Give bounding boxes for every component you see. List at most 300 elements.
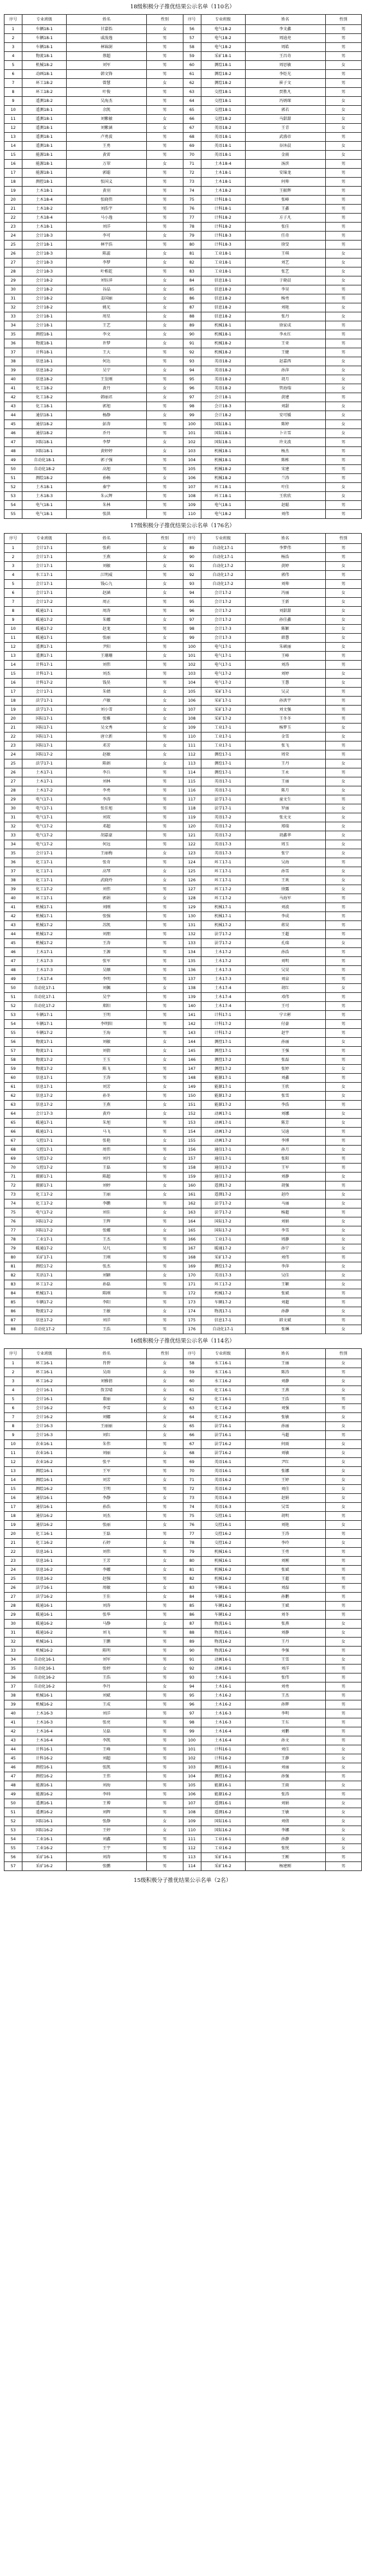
table-row — [4, 903, 362, 912]
table-cell: 男 — [325, 1395, 362, 1404]
table-cell: 3 — [4, 43, 22, 52]
table-cell: 刘紫敏 — [67, 115, 147, 124]
table-cell: 采矿16-1 — [22, 1853, 67, 1862]
table-cell: 机械16-1 — [22, 1691, 67, 1700]
table-cell: 81 — [183, 1566, 201, 1575]
table-cell: 会计16-3 — [22, 1422, 67, 1431]
table-row — [4, 1155, 362, 1164]
table-cell: 王燕 — [67, 1101, 147, 1110]
table-cell: 摄影17-1 — [22, 1173, 67, 1182]
table-cell: 王健 — [245, 348, 325, 357]
table-cell: 李可 — [67, 232, 147, 241]
table-cell: 王军 — [67, 1467, 147, 1476]
table-cell: 信息16-2 — [22, 1566, 67, 1575]
table-cell: 女 — [325, 679, 362, 688]
table-cell: 车辆16-2 — [201, 1611, 245, 1620]
table-cell: 33 — [4, 1647, 22, 1656]
table-cell: 女 — [147, 1566, 183, 1575]
table-cell: 陈超 — [67, 1173, 147, 1182]
table-row — [4, 1835, 362, 1844]
table-cell: 交控18-2 — [201, 115, 245, 124]
table-row — [4, 1584, 362, 1593]
table-cell: 车辆17-1 — [22, 1011, 67, 1020]
table-cell: 化工16-1 — [22, 1530, 67, 1539]
table-row — [4, 61, 362, 70]
table-cell: 男 — [147, 1763, 183, 1772]
table-cell: 7 — [4, 79, 22, 88]
table-cell: 男 — [325, 160, 362, 169]
table-cell: 自动化16-1 — [22, 1665, 67, 1674]
table-cell: 土木18-4 — [22, 196, 67, 205]
table-cell: 女 — [325, 1217, 362, 1226]
table-cell: 电气17-1 — [22, 795, 67, 804]
table-cell: 95 — [183, 598, 201, 607]
table-cell: 刘海 — [67, 1781, 147, 1790]
table-cell: 6 — [4, 70, 22, 79]
table-cell: 刘艳 — [245, 1521, 325, 1530]
table-row — [4, 43, 362, 52]
table-cell: 2 — [4, 1368, 22, 1377]
table-cell: 郭娟 — [67, 894, 147, 903]
table-row — [4, 768, 362, 777]
table-cell: 测绘16-1 — [22, 1476, 67, 1485]
column-header: 专业班级 — [201, 15, 245, 25]
table-row — [4, 1476, 362, 1485]
table-cell: 4 — [4, 571, 22, 580]
table-cell: 21 — [4, 724, 22, 733]
table-cell: 62 — [183, 79, 201, 88]
table-cell: 110 — [183, 733, 201, 741]
table-cell: 女 — [147, 1083, 183, 1092]
table-cell: 武盛帝 — [245, 133, 325, 142]
table-cell: 64 — [4, 1110, 22, 1119]
table-cell: 曾慧 — [67, 79, 147, 88]
table-cell: 男 — [325, 768, 362, 777]
table-cell: 国际18-1 — [201, 429, 245, 438]
table-row — [4, 1182, 362, 1191]
table-row — [4, 616, 362, 625]
table-cell: 男 — [325, 1736, 362, 1745]
table-cell: 会计18-2 — [22, 303, 67, 312]
table-cell: 170 — [183, 1271, 201, 1280]
table-cell: 王丽 — [245, 777, 325, 786]
table-cell: 女 — [147, 1359, 183, 1368]
table-cell: 计科17-2 — [201, 1020, 245, 1029]
table-cell: 28 — [4, 786, 22, 795]
table-cell: 刘伟 — [245, 510, 325, 519]
table-cell: 会计17-1 — [22, 544, 67, 553]
table-cell: 男 — [325, 465, 362, 474]
table-cell: 土木16-1 — [201, 1682, 245, 1691]
table-cell: 41 — [4, 384, 22, 393]
table-cell: 108 — [183, 1808, 201, 1817]
table-cell: 王峰 — [67, 1745, 147, 1754]
table-cell: 60 — [183, 1377, 201, 1386]
table-cell: 工业17-1 — [201, 733, 245, 741]
table-cell: 肖碧 — [67, 1359, 147, 1368]
table-cell: 102 — [183, 661, 201, 670]
table-cell: 动画18-1 — [22, 70, 67, 79]
table-cell: 土木18-1 — [22, 483, 67, 492]
table-cell: 51 — [4, 993, 22, 1002]
table-row — [4, 679, 362, 688]
table-cell: 孙畅 — [67, 474, 147, 483]
table-cell: 林宇浩 — [67, 241, 147, 250]
table-cell: 自动化16-1 — [22, 1656, 67, 1665]
table-cell: 法学17-1 — [22, 759, 67, 768]
table-cell: 英语17-1 — [201, 786, 245, 795]
table-cell: 男 — [325, 456, 362, 465]
table-cell: 11 — [4, 115, 22, 124]
table-cell: 男 — [325, 1512, 362, 1521]
table-cell: 暖通17-2 — [201, 1244, 245, 1253]
table-cell: 女 — [147, 1208, 183, 1217]
table-row — [4, 1413, 362, 1422]
table-cell: 女 — [325, 312, 362, 321]
table-row — [4, 858, 362, 867]
table-cell: 黄婷 — [245, 562, 325, 571]
table-row — [4, 966, 362, 975]
table-cell: 测绘17-2 — [22, 1262, 67, 1271]
table-cell: 男 — [147, 1754, 183, 1763]
table-cell: 105 — [183, 465, 201, 474]
table-cell: 王勇 — [67, 142, 147, 151]
table-cell: 会计18-1 — [22, 312, 67, 321]
table-cell: 男 — [325, 447, 362, 456]
table-cell: 土木17-1 — [22, 768, 67, 777]
table-cell: 宁立彬 — [245, 1011, 325, 1020]
table-row — [4, 1826, 362, 1835]
table-cell: 电气18-1 — [201, 501, 245, 510]
table-cell: 54 — [4, 1020, 22, 1029]
table-cell: 农业16-2 — [22, 1458, 67, 1467]
table-cell: 刘飞 — [67, 1629, 147, 1638]
table-cell: 英语18-2 — [201, 357, 245, 366]
table-row — [4, 205, 362, 214]
table-cell: 男 — [325, 1101, 362, 1110]
table-cell: 87 — [183, 303, 201, 312]
table-cell: 刘勇 — [245, 1682, 325, 1691]
table-cell: 马海军 — [245, 894, 325, 903]
table-row — [4, 1772, 362, 1781]
table-cell: 58 — [183, 43, 201, 52]
table-cell: 44 — [4, 930, 22, 939]
table-cell: 王辉 — [67, 1217, 147, 1226]
table-cell: 女 — [325, 1235, 362, 1244]
table-cell: 郑阳 — [67, 1002, 147, 1011]
table-cell: 34 — [4, 1656, 22, 1665]
table-cell: 104 — [183, 1772, 201, 1781]
table-cell: 男 — [147, 492, 183, 501]
table-cell: 会计17-1 — [22, 849, 67, 858]
table-cell: 男 — [147, 501, 183, 510]
table-cell: 国际17-2 — [22, 750, 67, 759]
table-cell: 通信18-1 — [22, 411, 67, 420]
table-row — [4, 321, 362, 330]
table-cell: 女 — [147, 79, 183, 88]
table-cell: 39 — [4, 366, 22, 375]
table-cell: 信息18-2 — [22, 366, 67, 375]
table-row — [4, 1431, 362, 1440]
table-cell: 机械16-2 — [22, 1700, 67, 1709]
table-cell: 测控17-2 — [201, 1065, 245, 1074]
table-cell: 朱伟 — [67, 1440, 147, 1449]
table-cell: 92 — [183, 348, 201, 357]
table-cell: 孙洪宇 — [245, 697, 325, 706]
table-cell: 王丽 — [245, 1359, 325, 1368]
table-cell: 赵聪 — [245, 501, 325, 510]
table-cell: 通信17-2 — [201, 1164, 245, 1173]
table-row — [4, 921, 362, 930]
table-cell: 物流16-2 — [201, 1638, 245, 1647]
table-cell: 刘艺 — [245, 258, 325, 267]
table-cell: 男 — [147, 1485, 183, 1494]
table-cell: 周荣 — [245, 750, 325, 759]
table-cell: 女 — [147, 1386, 183, 1395]
table-cell: 遥测16-1 — [201, 1799, 245, 1808]
table-cell: 女 — [325, 625, 362, 634]
table-cell: 44 — [4, 1745, 22, 1754]
table-cell: 徐旻 — [245, 241, 325, 250]
table-cell: 女 — [325, 1844, 362, 1853]
table-cell: 156 — [183, 1146, 201, 1155]
table-cell: 车辆17-2 — [22, 1298, 67, 1307]
table-cell: 女 — [325, 984, 362, 993]
table-cell: 15 — [4, 670, 22, 679]
table-cell: 王杰 — [67, 1235, 147, 1244]
table-cell: 93 — [183, 1674, 201, 1682]
table-cell: 94 — [183, 1682, 201, 1691]
table-cell: 化工17-2 — [22, 885, 67, 894]
table-cell: 女 — [147, 1817, 183, 1826]
table-row — [4, 1101, 362, 1110]
table-cell: 男 — [325, 1137, 362, 1146]
table-cell: 信息18-1 — [201, 276, 245, 285]
table-cell: 7 — [4, 1413, 22, 1422]
table-cell: 车辆16-2 — [201, 1602, 245, 1611]
table-cell: 23 — [4, 1557, 22, 1566]
table-cell: 129 — [183, 903, 201, 912]
table-cell: 采矿17-1 — [201, 688, 245, 697]
table-cell: 153 — [183, 1119, 201, 1128]
table-cell: 68 — [183, 133, 201, 142]
table-row — [4, 1199, 362, 1208]
table-cell: 男 — [325, 88, 362, 97]
table-cell: 106 — [183, 1790, 201, 1799]
table-cell: 97 — [183, 1709, 201, 1718]
table-cell: 乔丹 — [67, 429, 147, 438]
table-cell: 女 — [147, 706, 183, 715]
table-cell: 7 — [4, 598, 22, 607]
table-cell: 自动化17-2 — [22, 1002, 67, 1011]
table-cell: 男 — [147, 1530, 183, 1539]
table-cell: 信息18-1 — [22, 357, 67, 366]
table-cell: 男 — [325, 1718, 362, 1727]
table-cell: 张琳 — [245, 1325, 325, 1334]
table-cell: 男 — [147, 1736, 183, 1745]
table-cell: 谷沐晨 — [245, 142, 325, 151]
table-cell: 吴顺 — [67, 966, 147, 975]
table-cell: 电气17-1 — [201, 643, 245, 652]
table-cell: 男 — [325, 1368, 362, 1377]
table-cell: 男 — [147, 1262, 183, 1271]
table-cell: 男 — [147, 1128, 183, 1137]
table-cell: 李炬光 — [245, 70, 325, 79]
table-cell: 44 — [4, 411, 22, 420]
table-cell: 男 — [325, 393, 362, 402]
table-cell: 男 — [325, 1727, 362, 1736]
table-cell: 女 — [147, 115, 183, 124]
table-row — [4, 1512, 362, 1521]
table-cell: 英语16-3 — [201, 1494, 245, 1503]
table-cell: 电气17-2 — [201, 670, 245, 679]
table-cell: 110 — [183, 1826, 201, 1835]
table-row — [4, 375, 362, 384]
table-cell: 机械16-2 — [201, 1566, 245, 1575]
table-cell: 43 — [4, 1736, 22, 1745]
table-cell: 物流16-1 — [201, 1620, 245, 1629]
table-cell: 王浩 — [67, 1674, 147, 1682]
table-cell: 18 — [4, 697, 22, 706]
table-cell: 女 — [147, 724, 183, 733]
table-cell: 女 — [325, 1485, 362, 1494]
table-row — [4, 1781, 362, 1790]
column-header: 专业班级 — [22, 15, 67, 25]
table-cell: 160 — [183, 1182, 201, 1191]
table-cell: 暖通17-2 — [22, 625, 67, 634]
table-cell: 99 — [183, 411, 201, 420]
table-row — [4, 589, 362, 598]
table-row — [4, 1611, 362, 1620]
table-row — [4, 571, 362, 580]
table-row — [4, 393, 362, 402]
table-cell: 张奇 — [67, 858, 147, 867]
table-cell: 男 — [325, 1584, 362, 1593]
table-cell: 张涛 — [245, 1790, 325, 1799]
table-cell: 女 — [147, 1557, 183, 1566]
table-cell: 女 — [147, 294, 183, 303]
table-cell: 女 — [325, 1307, 362, 1316]
table-cell: 环工16-2 — [22, 1377, 67, 1386]
table-cell: 67 — [183, 124, 201, 133]
table-cell: 国际17-1 — [22, 715, 67, 724]
table-cell: 男 — [325, 1316, 362, 1325]
table-cell: 女 — [325, 1638, 362, 1647]
table-cell: 89 — [183, 544, 201, 553]
table-cell: 男 — [325, 70, 362, 79]
table-cell: 69 — [183, 142, 201, 151]
table-cell: 男 — [147, 993, 183, 1002]
table-cell: 土木17-2 — [22, 786, 67, 795]
table-cell: 崔子文 — [245, 79, 325, 88]
table-cell: 女 — [325, 1440, 362, 1449]
table-cell: 男 — [147, 1217, 183, 1226]
table-cell: 机械17-1 — [201, 912, 245, 921]
table-cell: 女 — [325, 1449, 362, 1458]
table-cell: 71 — [4, 1173, 22, 1182]
table-cell: 电气17-1 — [201, 661, 245, 670]
table-cell: 任奇 — [245, 232, 325, 241]
table-cell: 109 — [183, 1817, 201, 1826]
roster-table — [4, 14, 362, 519]
table-cell: 女 — [147, 984, 183, 993]
table-cell: 工业17-1 — [201, 1235, 245, 1244]
table-cell: 土木18-1 — [22, 223, 67, 232]
table-cell: 暖通17-1 — [22, 607, 67, 616]
table-cell: 王超 — [245, 1575, 325, 1584]
table-cell: 112 — [183, 1844, 201, 1853]
table-cell: 16 — [4, 1494, 22, 1503]
table-cell: 男 — [147, 1173, 183, 1182]
table-cell: 4 — [4, 1386, 22, 1395]
table-cell: 暖通17-1 — [22, 1128, 67, 1137]
table-cell: 胡月 — [245, 375, 325, 384]
table-cell: 会计18-1 — [22, 321, 67, 330]
table-row — [4, 1092, 362, 1101]
table-cell: 女 — [147, 1038, 183, 1047]
table-cell: 20 — [4, 1530, 22, 1539]
table-cell: 机械18-1 — [201, 456, 245, 465]
table-cell: 男 — [147, 1799, 183, 1808]
table-cell: 机械18-2 — [201, 339, 245, 348]
table-cell: 王振辉 — [245, 187, 325, 196]
table-cell: 周伟 — [67, 1146, 147, 1155]
table-cell: 女 — [325, 115, 362, 124]
table-cell: 张伟 — [245, 1674, 325, 1682]
table-cell: 137 — [183, 975, 201, 984]
table-cell: 33 — [4, 312, 22, 321]
table-cell: 男 — [147, 1467, 183, 1476]
table-row — [4, 1844, 362, 1853]
table-cell: 朱硕丽 — [245, 643, 325, 652]
table-cell: 土木16-3 — [22, 1709, 67, 1718]
table-cell: 采矿17-2 — [201, 706, 245, 715]
table-cell: 男 — [325, 1682, 362, 1691]
table-cell: 环工18-2 — [22, 79, 67, 88]
table-cell: 刘军 — [67, 61, 147, 70]
table-cell: 男 — [147, 1691, 183, 1700]
table-cell: 王成 — [67, 1700, 147, 1709]
table-cell: 女 — [325, 598, 362, 607]
table-cell: 女 — [325, 1191, 362, 1199]
table-cell: 刘佳 — [245, 1485, 325, 1494]
table-cell: 法学16-2 — [22, 1593, 67, 1602]
table-cell: 11 — [4, 634, 22, 643]
table-cell: 工业17-1 — [201, 724, 245, 733]
table-row — [4, 97, 362, 106]
table-cell: 交控18-1 — [201, 97, 245, 106]
table-cell: 刘文强 — [245, 706, 325, 715]
table-cell: 能源17-2 — [201, 1092, 245, 1101]
table-row — [4, 1566, 362, 1575]
table-cell: 土木17-1 — [22, 948, 67, 957]
table-cell: 55 — [4, 510, 22, 519]
table-cell: 遥测17-2 — [201, 1182, 245, 1191]
table-cell: 蔡超 — [67, 52, 147, 61]
table-cell: 女 — [147, 25, 183, 34]
table-row — [4, 1763, 362, 1772]
table-cell: 土木17-4 — [201, 984, 245, 993]
table-row — [4, 420, 362, 429]
table-cell: 男 — [325, 1164, 362, 1173]
table-cell: 土木18-1 — [201, 169, 245, 178]
table-cell: 16 — [4, 160, 22, 169]
table-cell: 27 — [4, 777, 22, 786]
table-cell: 男 — [325, 1674, 362, 1682]
table-cell: 86 — [183, 294, 201, 303]
table-cell: 30 — [4, 1620, 22, 1629]
table-row — [4, 607, 362, 616]
